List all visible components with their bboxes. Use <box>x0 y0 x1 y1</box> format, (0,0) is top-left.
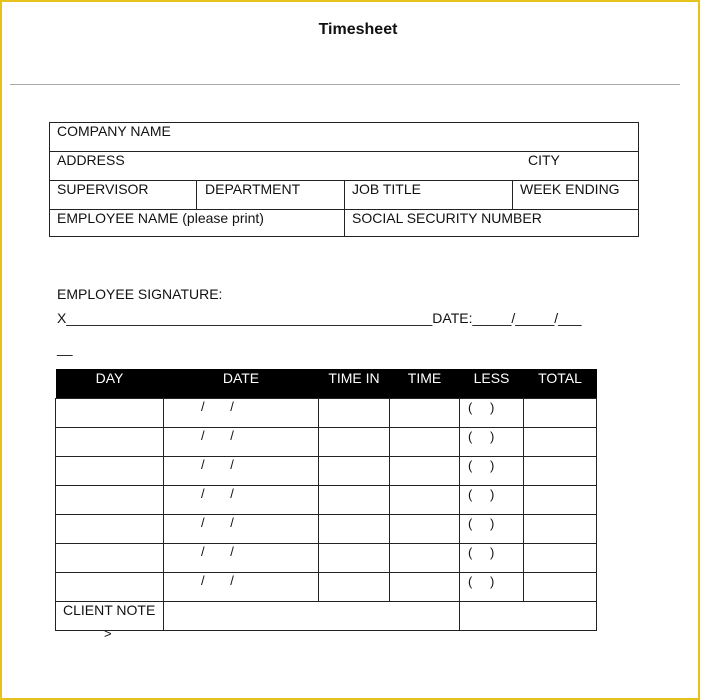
time-out-cell[interactable] <box>390 515 460 544</box>
header-total-hours: TOTAL <box>524 369 597 399</box>
time-in-cell[interactable] <box>319 544 390 573</box>
less-lunch-cell-placeholder: ( ) <box>468 545 495 560</box>
signature-date-line[interactable]: X_______________________________________________DATE:_____/_____/___ <box>57 310 582 326</box>
time-out-cell[interactable] <box>390 486 460 515</box>
client-note-label-cell <box>56 602 164 641</box>
date-cell[interactable] <box>164 399 319 428</box>
less-lunch-cell-placeholder: ( ) <box>468 487 495 502</box>
time-in-cell[interactable] <box>319 457 390 486</box>
less-lunch-cell[interactable] <box>460 457 524 486</box>
table-row <box>56 515 597 544</box>
header-date: DATE <box>164 369 319 399</box>
table-row <box>56 573 597 602</box>
time-out-cell[interactable] <box>390 457 460 486</box>
table-row <box>56 428 597 457</box>
less-lunch-cell-placeholder: ( ) <box>468 574 495 589</box>
date-cell[interactable] <box>164 544 319 573</box>
date-cell-placeholder: / / <box>201 515 234 530</box>
grid-line <box>344 180 345 237</box>
time-in-cell[interactable] <box>319 428 390 457</box>
title-divider <box>10 84 680 85</box>
total-hours-cell[interactable] <box>524 515 597 544</box>
city-field[interactable]: CITY <box>528 152 560 168</box>
less-lunch-cell-placeholder: ( ) <box>468 516 495 531</box>
time-in-cell[interactable] <box>319 486 390 515</box>
total-hours-cell[interactable] <box>524 399 597 428</box>
date-cell-placeholder: / / <box>201 486 234 501</box>
ssn-field[interactable]: SOCIAL SECURITY NUMBER <box>352 210 542 226</box>
date-cell-placeholder: / / <box>201 428 234 443</box>
day-cell[interactable] <box>56 457 164 486</box>
supervisor-field[interactable]: SUPERVISOR <box>57 181 149 197</box>
timesheet-table <box>55 369 597 641</box>
table-header-row <box>56 369 597 399</box>
total-hours-cell[interactable] <box>524 428 597 457</box>
client-signature-field[interactable] <box>460 602 597 631</box>
time-out-cell[interactable] <box>390 544 460 573</box>
less-lunch-cell[interactable] <box>460 428 524 457</box>
time-out-cell[interactable] <box>390 399 460 428</box>
time-out-cell[interactable] <box>390 428 460 457</box>
employee-info-grid <box>49 122 639 237</box>
signature-label: EMPLOYEE SIGNATURE: <box>57 286 223 302</box>
less-lunch-cell[interactable] <box>460 515 524 544</box>
date-cell-placeholder: / / <box>201 573 234 588</box>
date-cell[interactable] <box>164 573 319 602</box>
less-lunch-cell[interactable] <box>460 544 524 573</box>
table-row <box>56 486 597 515</box>
day-cell[interactable] <box>56 573 164 602</box>
client-note-row <box>56 602 597 631</box>
date-cell[interactable] <box>164 428 319 457</box>
client-note-arrow: > <box>104 626 112 641</box>
total-hours-cell[interactable] <box>524 486 597 515</box>
day-cell[interactable] <box>56 544 164 573</box>
total-hours-cell[interactable] <box>524 544 597 573</box>
signature-line-continued: __ <box>57 340 73 356</box>
less-lunch-cell[interactable] <box>460 573 524 602</box>
less-lunch-cell-placeholder: ( ) <box>468 458 495 473</box>
address-field[interactable]: ADDRESS <box>57 152 125 168</box>
date-cell-placeholder: / / <box>201 457 234 472</box>
date-cell-placeholder: / / <box>201 399 234 414</box>
employee-name-field[interactable]: EMPLOYEE NAME (please print) <box>57 210 264 226</box>
table-row <box>56 399 597 428</box>
day-cell[interactable] <box>56 399 164 428</box>
time-out-cell[interactable] <box>390 573 460 602</box>
job-title-field[interactable]: JOB TITLE <box>352 181 421 197</box>
date-cell-placeholder: / / <box>201 544 234 559</box>
page-title: Timesheet <box>318 21 398 38</box>
date-cell[interactable] <box>164 515 319 544</box>
less-lunch-cell[interactable] <box>460 399 524 428</box>
week-ending-field[interactable]: WEEK ENDING <box>520 181 620 197</box>
header-time-in: TIME IN <box>319 369 390 399</box>
less-lunch-cell[interactable] <box>460 486 524 515</box>
header-time-out: TIME <box>390 369 460 399</box>
company-name-field[interactable]: COMPANY NAME <box>57 123 171 139</box>
grid-line <box>196 180 197 209</box>
grid-line <box>512 180 513 209</box>
header-day: DAY <box>56 369 164 399</box>
less-lunch-cell-placeholder: ( ) <box>468 429 495 444</box>
date-cell[interactable] <box>164 486 319 515</box>
time-in-cell[interactable] <box>319 573 390 602</box>
client-note-label: CLIENT NOTE <box>63 602 156 618</box>
day-cell[interactable] <box>56 515 164 544</box>
date-cell[interactable] <box>164 457 319 486</box>
table-row <box>56 457 597 486</box>
time-in-cell[interactable] <box>319 515 390 544</box>
time-in-cell[interactable] <box>319 399 390 428</box>
client-note-field[interactable] <box>164 602 460 631</box>
department-field[interactable]: DEPARTMENT <box>205 181 301 197</box>
less-lunch-cell-placeholder: ( ) <box>468 400 495 415</box>
day-cell[interactable] <box>56 428 164 457</box>
table-row <box>56 544 597 573</box>
day-cell[interactable] <box>56 486 164 515</box>
total-hours-cell[interactable] <box>524 573 597 602</box>
total-hours-cell[interactable] <box>524 457 597 486</box>
header-less-lunch: LESS <box>460 369 524 399</box>
